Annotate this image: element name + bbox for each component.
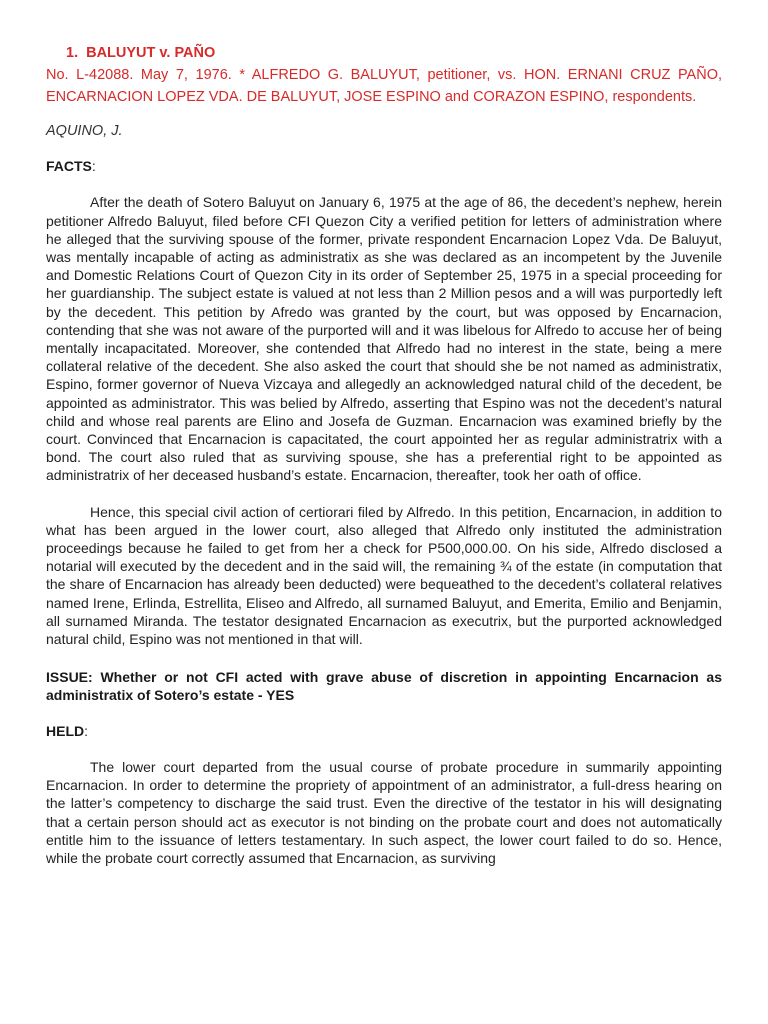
facts-heading [46, 157, 722, 175]
case-citation: No. L-42088. May 7, 1976. * ALFREDO G. BALUYUT, petitioner, vs. HON. ERNANI CRUZ PAÑO, ENCARNACION LOPEZ VDA. DE BALUYUT, JOSE ESPINO and CORAZON ESPINO, respondents. [46, 67, 722, 105]
case-title [46, 42, 722, 64]
facts-heading-label: FACTS [46, 158, 92, 175]
ponente: AQUINO, J. [46, 123, 123, 139]
facts-paragraph-2: Hence, this special civil action of certiorari filed by Alfredo. In this petition, Encarnacion, in addition to what has been argued in the lower court, also alleged that Alfredo only instituted the administration proceedings because he failed to get from her a check for P500,000.00. On his side, Alfredo disclosed a notarial will executed by the decedent and in the said will, the remaining ¾ of the estate (in computation that the share of Encarnacion has already been deducted) were bequeathed to the decedent’s collateral relatives named Irene, Erlinda, Estrellita, Eliseo and Alfredo, all surnamed Baluyut, and Emerita, Emilio and Benjamin, all surnamed Miranda. The testator designated Encarnacion as executrix, but the purported acknowledged natural child, Espino was not mentioned in that will. [46, 503, 722, 648]
held-heading-label: HELD [46, 722, 85, 739]
held-heading [46, 722, 722, 740]
document-page [46, 42, 722, 867]
facts-heading-colon: : [91, 158, 96, 175]
case-number: 1. [66, 45, 79, 61]
case-name: BALUYUT v. PAÑO [86, 45, 216, 61]
held-paragraph-1: The lower court departed from the usual course of probate procedure in summarily appointing Encarnacion. In order to determine the propriety of appointment of an administrator, a full-dress hearing on the latter’s competency to discharge the said trust. Even the directive of the testator in his will designating that a certain person should act as executor is not binding on the probate court and does not automatically entitle him to the issuance of letters testamentary. In such aspect, the lower court failed to do so. Hence, while the probate court correctly assumed that Encarnacion, as surviving [46, 758, 722, 866]
issue-statement: ISSUE: Whether or not CFI acted with grave abuse of discretion in appointing Encarnacion as administratix of Sotero’s estate - YES [46, 669, 722, 704]
held-heading-colon: : [84, 722, 89, 739]
facts-paragraph-1: After the death of Sotero Baluyut on January 6, 1975 at the age of 86, the decedent’s nephew, herein petitioner Alfredo Baluyut, filed before CFI Quezon City a verified petition for letters of administration where he alleged that the surviving spouse of the former, private respondent Encarnacion Lopez Vda. De Baluyut, was mentally incapable of acting as administratix as she was declared as an incompetent by the Juvenile and Domestic Relations Court of Quezon City in its order of September 25, 1975 in a special proceeding for her guardianship. The subject estate is valued at not less than 2 Million pesos and a will was purportedly left by the decedent. This petition by Afredo was granted by the court, but was opposed by Encarnacion, contending that she was not aware of the purported will and it was libelous for Alfredo to accuse her of being mentally incapacitated. Moreover, she contended that Alfredo had no interest in the state, being a mere collateral relative of the decedent. She also asked the court that should she be not named as administratix, Espino, former governor of Nueva Vizcaya and allegedly an acknowledged natural child of the decedent, be appointed as administrator. This was belied by Alfredo, asserting that Espino was not the decedent’s natural child and whose real parents are Elino and Josefa de Guzman. Encarnacion was examined briefly by the court. Convinced that Encarnacion is capacitated, the court appointed her as regular administratrix with a bond. The court also ruled that as surviving spouse, she has a preferential right to be appointed as administratrix of her deceased husband’s estate. Encarnacion, thereafter, took her oath of office. [46, 194, 722, 484]
